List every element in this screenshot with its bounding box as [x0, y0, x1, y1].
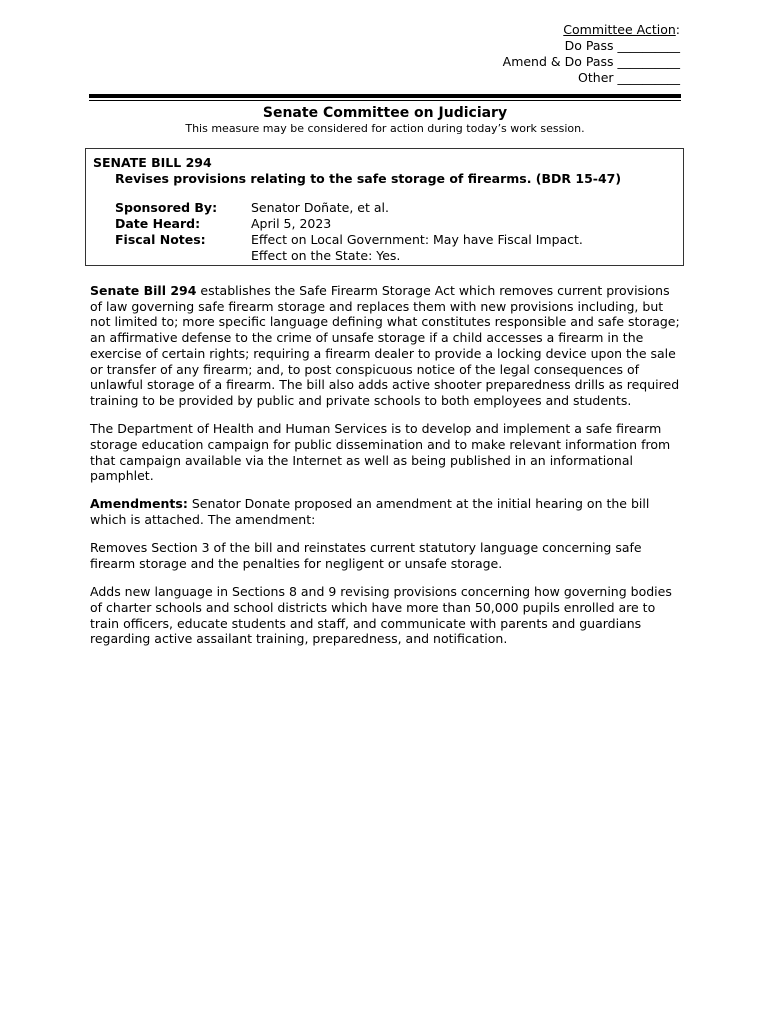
date-heard-row [115, 216, 675, 232]
summary-paragraph-1-text: establishes the Safe Firearm Storage Act which removes current provisions of law governing safe firearm storage and replaces them with new provisions including, but not limited to; more specific language defining what constitutes responsible and safe storage; an affirmative defense to the crime of unsafe storage if a child accesses a firearm in the exercise of certain rights; requiring a firearm dealer to provide a locking device upon the sale or transfer of any firearm; and, to post conspicuous notice of the legal consequences of unlawful storage of a firearm. The bill also adds active shooter preparedness drills as required training to be provided by public and private schools to both employees and students. [90, 283, 680, 408]
committee-action-heading [503, 22, 680, 38]
bill-description: Revises provisions relating to the safe storage of firearms. (BDR 15-47) [115, 171, 622, 186]
date-heard-value: April 5, 2023 [251, 216, 332, 231]
do-pass-line: Do Pass __________ [564, 38, 680, 53]
bill-name-bold: Senate Bill 294 [90, 283, 197, 298]
bill-summary-box [85, 148, 684, 266]
committee-action-block [503, 22, 680, 86]
bill-metadata [93, 200, 675, 264]
sponsored-by-label: Sponsored By: [115, 200, 218, 215]
amendments-label: Amendments: [90, 496, 188, 512]
fiscal-notes-label: Fiscal Notes: [115, 232, 206, 247]
summary-paragraph-2: The Department of Health and Human Services is to develop and implement a safe firearm storage education campaign for public dissemination and to make relevant information from that campaign available via the Internet as well as being published in an informational pamphlet. [90, 421, 671, 484]
fiscal-notes-row [115, 232, 675, 264]
committee-action-colon: : [675, 22, 680, 37]
fiscal-local-government: Effect on Local Government: May have Fiscal Impact. [251, 232, 583, 247]
amendments-paragraph [90, 496, 685, 527]
committee-action-title: Committee Action [563, 22, 676, 37]
header-rule-thick [89, 94, 681, 98]
sponsored-by-row [115, 200, 675, 216]
date-heard-label: Date Heard: [115, 216, 201, 231]
fiscal-state: Effect on the State: Yes. [251, 248, 401, 263]
committee-title: Senate Committee on Judiciary [262, 105, 508, 121]
bill-number: SENATE BILL 294 [93, 155, 212, 170]
amendments-text: Senator Donate proposed an amendment at the initial hearing on the bill which is attached. The amendment: [90, 496, 650, 528]
other-line: Other __________ [578, 70, 680, 85]
amendment-item-2: Adds new language in Sections 8 and 9 revising provisions concerning how governing bodies of charter schools and school districts which have more than 50,000 pupils enrolled are to train officers, educate students and staff, and communicate with parents and guardians regarding active assailant training, preparedness, and notification. [90, 584, 672, 647]
summary-body [90, 283, 685, 660]
committee-subtitle: This measure may be considered for action during today’s work session. [185, 122, 585, 135]
amend-do-pass-line: Amend & Do Pass __________ [502, 54, 680, 69]
summary-paragraph-1 [90, 283, 685, 409]
fiscal-notes-value [251, 232, 675, 264]
header-rule-thin [89, 100, 681, 101]
sponsored-by-value: Senator Doñate, et al. [251, 200, 389, 215]
amendment-item-1: Removes Section 3 of the bill and reinstates current statutory language concerning safe firearm storage and the penalties for negligent or unsafe storage. [90, 540, 642, 572]
